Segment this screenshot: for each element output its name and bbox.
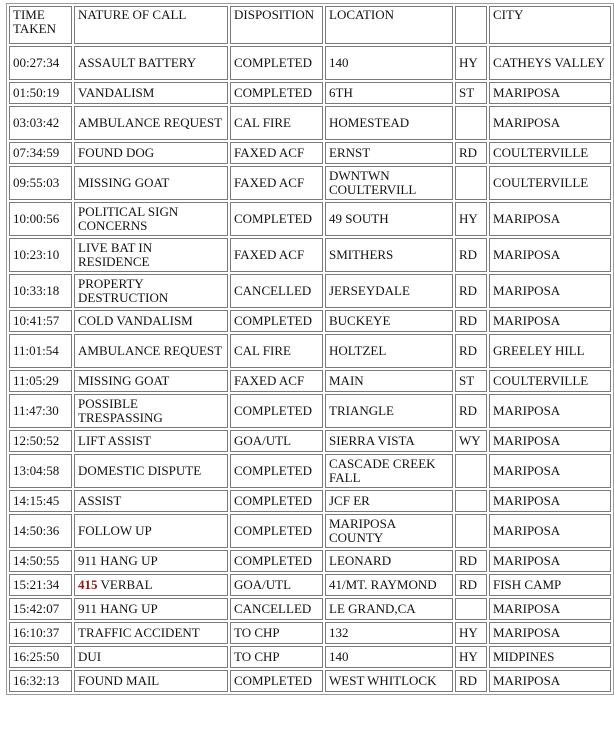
nature-text: LIFT ASSIST xyxy=(78,433,152,448)
suffix-cell: ST xyxy=(455,82,487,104)
table-row xyxy=(9,454,611,488)
city-cell: MARIPOSA xyxy=(489,490,611,512)
nature-text: MISSING GOAT xyxy=(78,373,170,388)
location-cell: MAIN xyxy=(325,370,453,392)
table-row xyxy=(9,202,611,236)
header-suffix xyxy=(455,6,487,44)
disposition-cell: COMPLETED xyxy=(230,670,323,692)
nature-text: MISSING GOAT xyxy=(78,175,170,190)
table-row xyxy=(9,646,611,668)
city-cell: MARIPOSA xyxy=(489,454,611,488)
time-cell: 14:50:55 xyxy=(9,550,72,572)
suffix-cell: RD xyxy=(455,670,487,692)
penal-code: 415 xyxy=(78,577,98,592)
nature-cell xyxy=(74,202,228,236)
nature-text: POLITICAL SIGN CONCERNS xyxy=(78,204,179,233)
disposition-cell: COMPLETED xyxy=(230,202,323,236)
suffix-cell: RD xyxy=(455,310,487,332)
nature-text: TRAFFIC ACCIDENT xyxy=(78,625,200,640)
disposition-cell: COMPLETED xyxy=(230,514,323,548)
nature-cell xyxy=(74,310,228,332)
disposition-cell: TO CHP xyxy=(230,646,323,668)
table-row xyxy=(9,514,611,548)
disposition-cell: COMPLETED xyxy=(230,490,323,512)
nature-text: FOUND MAIL xyxy=(78,673,160,688)
table-row xyxy=(9,670,611,692)
table-row xyxy=(9,274,611,308)
city-cell: GREELEY HILL xyxy=(489,334,611,368)
city-cell: MARIPOSA xyxy=(489,622,611,644)
location-cell: SIERRA VISTA xyxy=(325,430,453,452)
nature-cell xyxy=(74,82,228,104)
time-cell: 10:41:57 xyxy=(9,310,72,332)
nature-cell xyxy=(74,646,228,668)
nature-cell xyxy=(74,394,228,428)
header-row xyxy=(9,6,611,44)
nature-text: COLD VANDALISM xyxy=(78,313,193,328)
city-cell: MARIPOSA xyxy=(489,310,611,332)
nature-cell xyxy=(74,490,228,512)
nature-text: 911 HANG UP xyxy=(78,553,158,568)
nature-text: 911 HANG UP xyxy=(78,601,158,616)
city-cell: MARIPOSA xyxy=(489,550,611,572)
city-cell: MARIPOSA xyxy=(489,430,611,452)
suffix-cell xyxy=(455,166,487,200)
time-cell: 14:15:45 xyxy=(9,490,72,512)
disposition-cell: COMPLETED xyxy=(230,46,323,80)
table-row xyxy=(9,142,611,164)
city-cell: MARIPOSA xyxy=(489,202,611,236)
suffix-cell xyxy=(455,106,487,140)
location-cell: DWNTWN COULTERVILL xyxy=(325,166,453,200)
suffix-cell xyxy=(455,454,487,488)
table-row xyxy=(9,550,611,572)
location-cell: ERNST xyxy=(325,142,453,164)
table-row xyxy=(9,394,611,428)
table-row xyxy=(9,430,611,452)
city-cell: MARIPOSA xyxy=(489,82,611,104)
city-cell: MARIPOSA xyxy=(489,598,611,620)
suffix-cell: HY xyxy=(455,202,487,236)
nature-text: AMBULANCE REQUEST xyxy=(78,115,223,130)
nature-text: VANDALISM xyxy=(78,85,155,100)
suffix-cell: WY xyxy=(455,430,487,452)
suffix-cell: RD xyxy=(455,142,487,164)
table-row xyxy=(9,370,611,392)
nature-text: FOLLOW UP xyxy=(78,523,152,538)
location-cell: 6TH xyxy=(325,82,453,104)
time-cell: 15:42:07 xyxy=(9,598,72,620)
disposition-cell: COMPLETED xyxy=(230,454,323,488)
nature-cell xyxy=(74,166,228,200)
table-row xyxy=(9,166,611,200)
table-row xyxy=(9,82,611,104)
time-cell: 16:25:50 xyxy=(9,646,72,668)
disposition-cell: FAXED ACF xyxy=(230,166,323,200)
disposition-cell: TO CHP xyxy=(230,622,323,644)
header-city: CITY xyxy=(489,6,611,44)
suffix-cell: RD xyxy=(455,274,487,308)
time-cell: 15:21:34 xyxy=(9,574,72,596)
location-cell: 140 xyxy=(325,46,453,80)
nature-cell xyxy=(74,550,228,572)
city-cell: MARIPOSA xyxy=(489,514,611,548)
header-time-taken: TIME TAKEN xyxy=(9,6,72,44)
table-row xyxy=(9,46,611,80)
location-cell: 49 SOUTH xyxy=(325,202,453,236)
call-log-body xyxy=(9,46,611,692)
city-cell: MARIPOSA xyxy=(489,670,611,692)
nature-cell xyxy=(74,670,228,692)
suffix-cell xyxy=(455,490,487,512)
disposition-cell: GOA/UTL xyxy=(230,574,323,596)
suffix-cell: RD xyxy=(455,334,487,368)
nature-cell xyxy=(74,574,228,596)
suffix-cell: HY xyxy=(455,646,487,668)
time-cell: 00:27:34 xyxy=(9,46,72,80)
disposition-cell: COMPLETED xyxy=(230,394,323,428)
disposition-cell: GOA/UTL xyxy=(230,430,323,452)
table-row xyxy=(9,574,611,596)
nature-text: PROPERTY DESTRUCTION xyxy=(78,276,169,305)
nature-cell xyxy=(74,238,228,272)
city-cell: MARIPOSA xyxy=(489,274,611,308)
time-cell: 16:32:13 xyxy=(9,670,72,692)
location-cell: LE GRAND,CA xyxy=(325,598,453,620)
disposition-cell: CAL FIRE xyxy=(230,334,323,368)
time-cell: 10:23:10 xyxy=(9,238,72,272)
nature-cell xyxy=(74,514,228,548)
suffix-cell: ST xyxy=(455,370,487,392)
nature-cell xyxy=(74,454,228,488)
nature-cell xyxy=(74,430,228,452)
table-row xyxy=(9,334,611,368)
time-cell: 07:34:59 xyxy=(9,142,72,164)
city-cell: CATHEYS VALLEY xyxy=(489,46,611,80)
nature-text: DOMESTIC DISPUTE xyxy=(78,463,202,478)
nature-text: DUI xyxy=(78,649,102,664)
location-cell: JERSEYDALE xyxy=(325,274,453,308)
disposition-cell: COMPLETED xyxy=(230,82,323,104)
time-cell: 14:50:36 xyxy=(9,514,72,548)
location-cell: CASCADE CREEK FALL xyxy=(325,454,453,488)
city-cell: MARIPOSA xyxy=(489,106,611,140)
suffix-cell: RD xyxy=(455,550,487,572)
city-cell: MIDPINES xyxy=(489,646,611,668)
location-cell: 132 xyxy=(325,622,453,644)
nature-text: LIVE BAT IN RESIDENCE xyxy=(78,240,153,269)
call-log-table xyxy=(6,3,614,695)
location-cell: JCF ER xyxy=(325,490,453,512)
header-nature-of-call: NATURE OF CALL xyxy=(74,6,228,44)
time-cell: 12:50:52 xyxy=(9,430,72,452)
location-cell: TRIANGLE xyxy=(325,394,453,428)
suffix-cell xyxy=(455,598,487,620)
suffix-cell: RD xyxy=(455,574,487,596)
table-row xyxy=(9,310,611,332)
city-cell: COULTERVILLE xyxy=(489,166,611,200)
nature-text: AMBULANCE REQUEST xyxy=(78,343,223,358)
table-row xyxy=(9,490,611,512)
nature-cell xyxy=(74,598,228,620)
city-cell: MARIPOSA xyxy=(489,238,611,272)
time-cell: 11:01:54 xyxy=(9,334,72,368)
disposition-cell: FAXED ACF xyxy=(230,370,323,392)
location-cell: 140 xyxy=(325,646,453,668)
nature-cell xyxy=(74,106,228,140)
location-cell: 41/MT. RAYMOND xyxy=(325,574,453,596)
disposition-cell: CANCELLED xyxy=(230,598,323,620)
nature-text: POSSIBLE TRESPASSING xyxy=(78,396,163,425)
disposition-cell: CAL FIRE xyxy=(230,106,323,140)
disposition-cell: FAXED ACF xyxy=(230,238,323,272)
disposition-cell: COMPLETED xyxy=(230,310,323,332)
table-row xyxy=(9,598,611,620)
time-cell: 03:03:42 xyxy=(9,106,72,140)
city-cell: COULTERVILLE xyxy=(489,370,611,392)
nature-text: ASSAULT BATTERY xyxy=(78,55,197,70)
location-cell: SMITHERS xyxy=(325,238,453,272)
time-cell: 11:47:30 xyxy=(9,394,72,428)
table-row xyxy=(9,238,611,272)
suffix-cell: HY xyxy=(455,46,487,80)
location-cell: WEST WHITLOCK xyxy=(325,670,453,692)
suffix-cell: RD xyxy=(455,394,487,428)
time-cell: 09:55:03 xyxy=(9,166,72,200)
time-cell: 01:50:19 xyxy=(9,82,72,104)
time-cell: 10:00:56 xyxy=(9,202,72,236)
nature-cell xyxy=(74,334,228,368)
location-cell: MARIPOSA COUNTY xyxy=(325,514,453,548)
table-row xyxy=(9,622,611,644)
city-cell: FISH CAMP xyxy=(489,574,611,596)
time-cell: 13:04:58 xyxy=(9,454,72,488)
header-location: LOCATION xyxy=(325,6,453,44)
location-cell: LEONARD xyxy=(325,550,453,572)
nature-text: ASSIST xyxy=(78,493,122,508)
city-cell: COULTERVILLE xyxy=(489,142,611,164)
suffix-cell xyxy=(455,514,487,548)
table-row xyxy=(9,106,611,140)
disposition-cell: CANCELLED xyxy=(230,274,323,308)
disposition-cell: COMPLETED xyxy=(230,550,323,572)
header-disposition: DISPOSITION xyxy=(230,6,323,44)
location-cell: BUCKEYE xyxy=(325,310,453,332)
nature-cell xyxy=(74,370,228,392)
time-cell: 10:33:18 xyxy=(9,274,72,308)
location-cell: HOLTZEL xyxy=(325,334,453,368)
nature-cell xyxy=(74,142,228,164)
time-cell: 11:05:29 xyxy=(9,370,72,392)
city-cell: MARIPOSA xyxy=(489,394,611,428)
suffix-cell: HY xyxy=(455,622,487,644)
location-cell: HOMESTEAD xyxy=(325,106,453,140)
nature-text: FOUND DOG xyxy=(78,145,155,160)
suffix-cell: RD xyxy=(455,238,487,272)
nature-text: VERBAL xyxy=(100,577,153,592)
disposition-cell: FAXED ACF xyxy=(230,142,323,164)
time-cell: 16:10:37 xyxy=(9,622,72,644)
nature-cell xyxy=(74,46,228,80)
nature-cell xyxy=(74,274,228,308)
nature-cell xyxy=(74,622,228,644)
